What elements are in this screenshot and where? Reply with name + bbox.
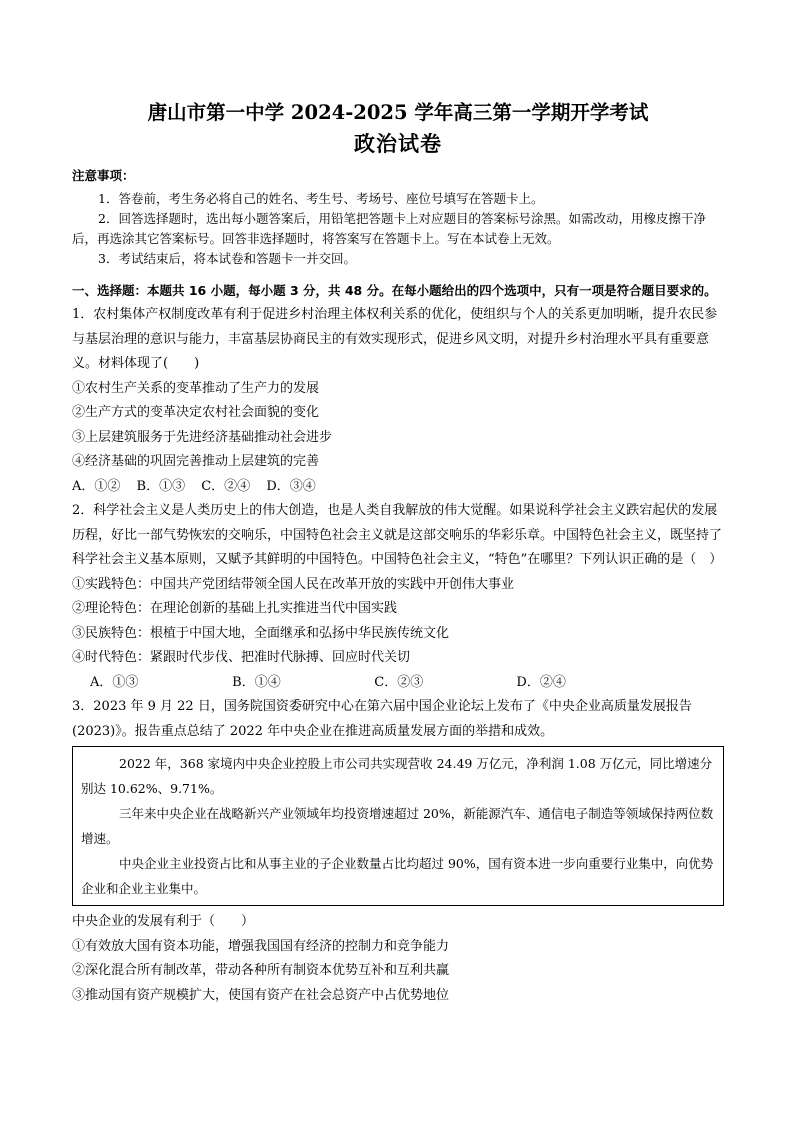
question-3-option-1: ①有效放大国有资本功能，增强我国国有经济的控制力和竞争能力 [72, 938, 450, 954]
note-item-1: 1．答卷前，考生务必将自己的姓名、考生号、考场号、座位号填写在答题卡上。 [98, 191, 544, 206]
note-item-2: 2．回答选择题时，选出每小题答案后，用铅笔把答题卡上对应题目的答案标号涂黑。如需改动，用橡皮擦干净后，再选涂其它答案标号。回答非选择题时，将答案写在答题卡上。写在本试卷上无效。 [72, 211, 706, 246]
question-1 [72, 303, 724, 499]
material-paragraph-1: 2022 年，368 家境内中央企业控股上市公司共实现营收 24.49 万亿元，净利润 1.08 万亿元，同比增速分别达 10.62%、9.71%。 [81, 756, 713, 796]
choice-d: D．②④ [516, 674, 566, 690]
question-2 [72, 499, 724, 695]
choice-c: C．②③ [374, 674, 424, 690]
question-3-option-3: ③推动国有资产规模扩大，使国有资产在社会总资产中占优势地位 [72, 987, 450, 1003]
notes-heading: 注意事项： [72, 168, 135, 183]
choice-a: A．①② [72, 478, 121, 494]
question-1-choices [72, 475, 724, 500]
material-paragraph-3: 中央企业主业投资占比和从事主业的子企业数量占比均超过 90%，国有资本进一步向重要行业集中，向优势企业和企业主业集中。 [81, 856, 714, 896]
question-1-option-3: ③上层建筑服务于先进经济基础推动社会进步 [72, 429, 333, 445]
choice-d: D．③④ [266, 478, 316, 494]
question-2-option-2: ②理论特色：在理论创新的基础上扎实推进当代中国实践 [72, 601, 398, 616]
choice-c: C．②④ [201, 478, 251, 494]
choice-b: B．①③ [136, 478, 186, 494]
section-heading: 一、选择题：本题共 16 小题，每小题 3 分，共 48 分。在每小题给出的四个选项中，只有一项是符合题目要求的。 [72, 283, 717, 298]
question-2-stem: 2．科学社会主义是人类历史上的伟大创造，也是人类自我解放的伟大觉醒。如果说科学社会主义跌宕起伏的发展历程，好比一部气势恢宏的交响乐，中国特色社会主义就是这部交响乐的华彩乐章。中国特色社会主义，既坚持了科学社会主义基本原则，又赋予其鲜明的中国特色。中国特色社会主义，“特色”在哪里？下列认识正确的是（ ） [72, 503, 723, 567]
question-2-option-1: ①实践特色：中国共产党团结带领全国人民在改革开放的实践中开创伟大事业 [72, 576, 515, 592]
question-3-stem: 3．2023 年 9 月 22 日，国务院国资委研究中心在第六届中国企业论坛上发布了《中央企业高质量发展报告(2023)》。报告重点总结了 2022 年中央企业在推进高质量发展方面的举措和成效。 [72, 699, 692, 739]
exam-title: 唐山市第一中学 2024-2025 学年高三第一学期开学考试 [147, 101, 649, 124]
question-1-stem: 1．农村集体产权制度改革有利于促进乡村治理主体权利关系的优化，使组织与个人的关系更加明晰，提升农民参与基层治理的意识与能力，丰富基层协商民主的有效实现形式，促进乡风文明，对提升乡村治理水平具有重要意义。材料体现了( ) [72, 307, 718, 371]
question-3 [72, 695, 724, 1008]
question-3-option-2: ②深化混合所有制改革，带动各种所有制资本优势互补和互利共赢 [72, 963, 450, 978]
exam-subject: 政治试卷 [354, 131, 442, 156]
question-1-option-2: ②生产方式的变革决定农村社会面貌的变化 [72, 405, 320, 420]
material-paragraph-2: 三年来中央企业在战略新兴产业领域年均投资增速超过 20%，新能源汽车、通信电子制造等领域保持两位数增速。 [81, 806, 714, 846]
question-2-option-4: ④时代特色：紧跟时代步伐、把准时代脉搏、回应时代关切 [72, 650, 411, 665]
notes-block [72, 166, 724, 269]
question-3-prompt: 中央企业的发展有利于（ ） [72, 914, 255, 929]
choice-b: B．①④ [232, 674, 281, 690]
choice-a: A．①③ [90, 674, 139, 690]
question-2-choices [72, 671, 724, 696]
note-item-3: 3．考试结束后，将本试卷和答题卡一并交回。 [98, 251, 356, 266]
material-box [72, 746, 724, 906]
question-2-option-3: ③民族特色：根植于中国大地，全面继承和弘扬中华民族传统文化 [72, 625, 450, 641]
question-1-option-4: ④经济基础的巩固完善推动上层建筑的完善 [72, 454, 320, 469]
question-1-option-1: ①农村生产关系的变革推动了生产力的发展 [72, 380, 320, 396]
